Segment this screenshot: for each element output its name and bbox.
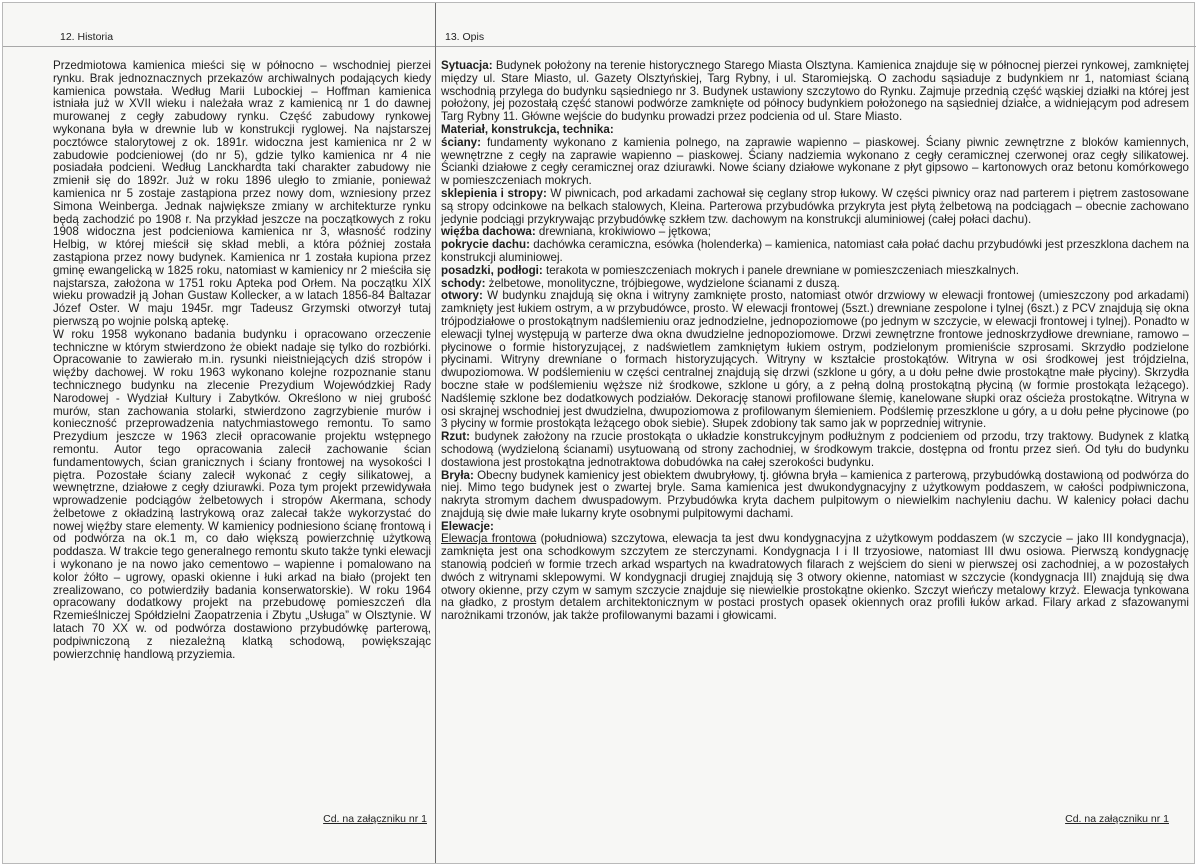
block-body: Budynek położony na terenie historycznego Starego Miasta Olsztyna. Kamienica znajduje się w północnej pierzei rynkowej, zamkniętej między ul. Stare Miasto, ul. Gazety Olsztyńskiej, Targ Rybny, i ul. Staromiejską. O zachodu sąsiaduje z budynkiem nr 1, natomiast ścianą wschodnią przylega do budynku sąsiedniego nr 3. Budynek ustawiony szczytowo do Rynku. Zajmuje przednią część wąskiej działki na której jest położony, jej pozostałą część stanowi podwórze zamknięte od północy budynkiem położonego na sąsiedniej działce, a widniejącym pod adresem Targ Rybny 11. Główne wejście do budynku prowadzi przez podcienia od ul. Stare Miasto. [441,59,1189,124]
block-body: fundamenty wykonano z kamienia polnego, na zaprawie wapienno – piaskowej. Ściany piwnic zewnętrzne z bloków kamiennych, wewnętrzne z cegły na zaprawie wapienno – piaskowej. Ściany nadziemia wykonano z cegły ceramicznej czerwonej oraz cegły silikatowej. Ścianki działowe z cegły ceramicznej oraz dziurawki. Nowe ściany działowe wykonane z płyt gipsowo – kartonowych oraz betonu komórkowego w pomieszczeniach mokrych. [441,135,1189,188]
block-label: pokrycie dachu: [441,238,530,252]
block-elewacja-frontowa [441,533,1189,623]
block-body: terakota w pomieszczeniach mokrych i panele drewniane w pomieszczeniach mieszkalnych. [542,263,1019,277]
block-label: posadzki, podłogi: [441,263,543,277]
block-body: Obecny budynek kamienicy jest obiektem dwubryłowy, tj. główna bryła – kamienica z parterową, przybudówką dostawioną od podwórza do niej. Mimo tego budynek jest o zwartej bryle. Sama kamienica jest dwukondygnacyjny z użytkowym poddaszem, w całości podpiwniczona, nakryta stromym dachem dwuspadowym. Przybudówka kryta dachem pulpitowym o niewielkim nachyleniu dachu. W kalenicy połaci dachu znajdują się dwie małe lukarny kryte osobnymi pulpitowymi dachami. [441,468,1189,520]
block-label: więźba dachowa: [441,225,536,239]
history-title: 12. Historia [60,31,114,43]
history-column [3,3,436,863]
block-body: dachówka ceramiczna, esówka (holenderka) – kamienica, natomiast cała połać dachu przybudówki jest przeszklona dachem na konstrukcji aluminiowej. [441,238,1190,264]
block-bryla [441,470,1189,521]
block-label: ściany: [441,135,481,149]
block-label: Bryła: [441,468,474,482]
block-label: Sytuacja: [441,59,493,72]
block-pokrycie [441,239,1189,265]
history-continuation-link[interactable]: Cd. na załączniku nr 1 [323,813,427,825]
block-sklepienia [441,188,1189,226]
block-rzut [441,431,1189,469]
history-paragraph-2: W roku 1958 wykonano badania budynku i opracowano orzeczenie techniczne w którym stwierdzono że obiekt nadaje się tylko do rozbiórki. Opracowanie to zawierało m.in. rysunki nieistniejących dziś stropów i więźby dachowej. W roku 1963 wykonano kolejne rozpoznanie stanu technicznego budynku na zlecenie Prezydium Wojewódzkiej Rady Narodowej - Wydział Kultury i Zabytków. Określono w niej grubość murów, stan zachowania stolarki, stwierdzono zagrzybienie murów i konieczność przeprowadzenia natychmiastowego remontu. To samo Prezydium jeszcze w 1963 zlecił opracowanie projektu wstępnego remontu. Autor tego opracowania zalecił zachowanie ścian fundamentowych, ścian granicznych i ściany frontowej na wysokości I piętra. Pozostałe ściany zalecił wykonać z cegły silikatowej, a wewnętrzne, działowe z cegły dziurawki. Poza tym projekt przewidywała wprowadzenie podciągów żelbetowych i stropów Akermana, schody żelbetowe z okładziną lastrykową oraz zalecał także wykorzystać do nowej więźby stare elementy. W kamienicy podniesiono ścianę frontową i od podwórza na ok.1 m, co dało większą powierzchnię użytkową poddasza. W trakcie tego generalnego remontu skuto także tynki elewacji i wykonano je na nowo jako cementowo – wapienne i pomalowano na kolor żółto – ugrowy, opaski okienne i łuki arkad na biało (projekt ten zrealizowano, co potwierdziły badania konserwatorskie). W roku 1964 opracowany dodatkowy projekt na przebudowę pomieszczeń dla Rzemieślniczej Spółdzielni Zaopatrzenia i Zbytu „Usługa” w Olsztynie. W latach 70 XX w. od podwórza dostawiono przybudówkę parterową, podpiwniczoną z niezależną klatką schodową, powiększając powierzchnię handlową przyziemia. [53,327,431,661]
block-body: żelbetowe, monolityczne, trójbiegowe, wydzielone ścianami z duszą. [485,276,840,290]
block-label: Rzut: [441,430,470,444]
block-label: sklepienia i stropy: [441,186,547,200]
block-body: budynek założony na rzucie prostokąta o układzie konstrukcyjnym podłużnym z podcieniem od przodu, trzy traktowy. Budynek z klatką schodową (wydzieloną ścianami) usytuowaną od strony zachodniej, w środkowym trakcie, dostępna od frontu przez sień. Od tyłu do budynku dostawiona jest prostokątna jednotraktowa dobudówka na całej szerokości budynku. [441,430,1189,469]
block-body: W budynku znajdują się okna i witryny zamknięte prosto, natomiast otwór drzwiowy w elewacji frontowej (umieszczony pod arkadami) zamknięty jest łukiem ostrym, a w przybudówce, prosto. W elewacji frontowej (5szt.) drewniane zespolone i tylnej (6szt.) z PCV znajdują się okna trójpodziałowe o prostokątnym nadślemieniu oraz jednodzielne, jednopoziomowe (po jednym w szczycie, w elewacji frontowej i tylnej). Ponadto w elewacji tylnej występują w parterze dwa okna dwudzielne jednopoziomowe. Drzwi zewnętrzne frontowe jednoskrzydłowe drewniane, ramowo – płycinowe o formie historyzującej, z nadświetlem zamkniętym łukiem ostrym, podzielonym promieniście szprosami. Skrzydło podzielone płycinami. Witryny drewniane o formach historyzujących. Witryny w kształcie prostokątów. Witryna w osi środkowej jest trójdzielna, dwupoziomowa. W podślemieniu w części centralnej znajdują się drzwi (szklone u góry, a u dołu pełne dwie prostokątne małe płyciny). Skrzydła boczne stałe w podślemieniu węższe niż środkowe, szklone u góry, a z pełną dolną prostokątną płyciną (w formie prostokąta leżącego). Nadślemię szklone bez dodatkowych podziałów. Dekorację stanowi profilowane ślemię, kanelowane słupki oraz ościeża prostokątne. Witryna w osi skrajnej wschodniej jest dwudzielna, dwupoziomowa z profilowanym ślemieniem. Podślemię przeszklone u góry, a u dołu pełne płycinowe (po 3 płyciny w formie prostokąta leżącego obok siebie). Słupek zdobiony tak samo jak w poprzedniej witrynie. [441,289,1189,431]
document-sheet [2,2,1195,864]
history-text [53,60,431,661]
history-header [3,3,435,47]
block-label: Elewacje: [441,519,494,533]
block-body: (południowa) szczytowa, elewacja ta jest dwu kondygnacyjna z użytkowym poddaszem (w szczycie – jako III kondygnacja), zamknięta jest ona schodkowym szczytem ze sterczynami. Kondygnacja I i II trzyosiowe, natomiast III dwu osiowa. Pierwszą kondygnację stanowią podcień w formie trzech arkad wspartych na kwadratowych filarach z wejściem do sieni w pierwszej osi zachodniej, a w pozostałych dwóch z witrynami sklepowymi. W kondygnacji drugiej znajdują się 3 otwory okienne, natomiast w szczycie (kondygnacja III) znajdują się dwa otwory okienne, przy czym w samym szczycie znajduje się niewielkie prostokątne okienko. Szczyt wieńczy metalowy krzyż. Elewacja tynkowana na gładko, z prostym detalem architektonicznym w postaci prostych opasek okiennych oraz profili łuków arkad. Filary arkad z sfazowanymi narożnikami trzonów, jak także profilowanymi bazami i głowicami. [441,532,1189,623]
description-header [436,3,1196,47]
block-sciany [441,137,1189,188]
description-title: 13. Opis [445,31,485,43]
description-column [436,3,1196,863]
history-paragraph-1: Przedmiotowa kamienica mieści się w północno – wschodniej pierzei rynku. Brak jednoznacznych przekazów archiwalnych podających kiedy kamienica powstała. Według Marii Lubockiej – Hoffman kamienica istniała już w XVII wieku i należała wraz z kamienicą nr 1 do dawnej murowanej z cegły zabudowy rynku. Część zabudowy rynkowej wykonana była w drewnie lub w konstrukcji ryglowej. Na najstarszej pocztówce stalorytowej z ok. 1891r. widoczna jest kamienica nr 2 w zabudowie podcieniowej (do nr 5), gdzie tylko kamienica nr 4 nie posiadała podcieni. Według Lanckhardta taki charakter zabudowy nie zmienił się do 1892r. Już w roku 1896 uległo to zmianie, ponieważ kamienica nr 5 zostaje zastąpiona przez nowy dom, wzniesiony przez Simona Weinberga. Jednak największe zmiany w architekturze rynku będą zachodzić po 1908 r. Na przykład jeszcze na początkowych z roku 1908 widoczna jest podcieniowa kamienica nr 3, własność rodziny Helbig, w której mieścił się skład mebli, a która później została zastąpiona przez nowy budynek. Kamienica nr 1 została kupiona przez gminę ewangelicką w 1825 roku, natomiast w kamienicy nr 2 mieściła się najstarsza, założona w 1751 roku Apteka pod Orłem. Na początku XIX wieku prowadził ją Johan Gustaw Kollecker, a w latach 1856-84 Baltazar Józef Oster. W maju 1945r. mgr Tadeusz Grzymski otworzył tutaj pierwszą po wojnie polską aptekę. [53,59,431,328]
block-label: Materiał, konstrukcja, technika: [441,122,614,136]
block-otwory [441,290,1189,431]
description-text [441,60,1189,623]
block-body: drewniana, krokiwiowo – jętkowa; [535,225,711,239]
description-continuation-link[interactable]: Cd. na załączniku nr 1 [1065,813,1169,825]
elevation-front-link[interactable]: Elewacja frontowa [441,532,537,546]
block-label: otwory: [441,289,483,303]
block-body: W piwnicach, pod arkadami zachował się ceglany strop łukowy. W części piwnicy oraz nad parterem i piętrem zastosowane są stropy odcinkowe na belkach stalowych, Kleina. Parterowa przybudówka przykryta jest płytą żelbetową na podciągach – obecnie zachowano jedynie podciągi przykrywając przybudówkę szkłem tzw. dachowym na konstrukcji aluminiowej (całej połaci dachu). [441,186,1189,226]
block-label: schody: [441,276,486,290]
block-sytuacja [441,60,1189,124]
